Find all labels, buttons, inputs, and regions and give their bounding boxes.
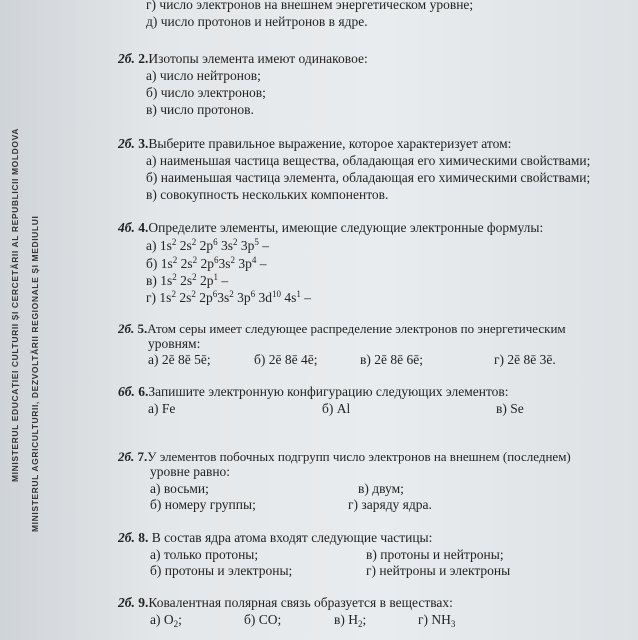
q5-number: 5. xyxy=(137,321,148,336)
q8-number: 8. xyxy=(138,530,149,545)
q8-points: 2б. xyxy=(118,530,135,545)
q4-option-b: б) $1s^2$ $2s^2$ $2p^63s^2$ $3p^4$ – xyxy=(146,255,267,271)
q5-option-a: а) 2ē 8ē 5ē; xyxy=(148,352,211,367)
q6-question xyxy=(118,384,509,400)
q9-option-a: а) $O_2$; xyxy=(150,612,182,629)
ministry-stamp-2: MINISTERUL AGRICULTURII, DEZVOLTĂRII REGIONALE ȘI MEDIULUI xyxy=(30,215,40,532)
q8-text: В состав ядра атома входят следующие частицы: xyxy=(148,530,433,545)
q7-text: У элементов побочных подгрупп число электронов на внешнем (последнем) xyxy=(147,449,571,464)
q9-option-b: б) CO; xyxy=(244,612,282,627)
q7-option-g: г) заряду ядра. xyxy=(348,497,432,512)
q3-text: Выберите правильное выражение, которое характеризует атом: xyxy=(148,136,512,151)
q5-option-b: б) 2ē 8ē 4ē; xyxy=(254,352,318,367)
q8-option-g: г) нейтроны и электроны xyxy=(366,563,511,578)
q4-points: 4б. xyxy=(118,220,135,235)
q2-points: 2б. xyxy=(118,51,135,66)
q7-points: 2б. xyxy=(118,449,135,464)
q6-points: 6б. xyxy=(118,384,135,399)
q4-text: Определите элементы, имеющие следующие электронные формулы: xyxy=(148,220,544,235)
q6-option-b: б) Al xyxy=(322,401,351,416)
q9-question xyxy=(118,595,453,611)
q8-option-b: б) протоны и электроны; xyxy=(150,563,293,578)
q3-points: 2б. xyxy=(118,136,135,151)
q9-number: 9. xyxy=(138,595,149,610)
q5-text-2: уровням: xyxy=(148,336,201,351)
q6-text: Запишите электронную конфигурацию следующих элементов: xyxy=(148,384,509,399)
q6-option-v: в) Se xyxy=(496,401,524,416)
q2-text: Изотопы элемента имеют одинаковое: xyxy=(148,51,368,66)
q7-question xyxy=(118,449,571,465)
q5-text: Атом серы имеет следующее распределение электронов по энергетическим xyxy=(147,321,566,336)
q7-option-b: б) номеру группы; xyxy=(150,497,256,512)
q9-points: 2б. xyxy=(118,595,135,610)
q5-option-v: в) 2ē 8ē 6ē; xyxy=(360,352,423,367)
q7-number: 7. xyxy=(137,449,148,464)
q9-option-g: г) $NH_3$ xyxy=(418,612,456,629)
q2-option-v: в) число протонов. xyxy=(146,102,254,117)
q7-text-2: уровне равно: xyxy=(150,464,231,479)
q8-option-a: а) только протоны; xyxy=(150,547,259,562)
q4-option-a: а) $1s^2$ $2s^2$ $2p^6$ $3s^2$ $3p^5$ – xyxy=(146,237,270,253)
q1-option-d: д) число протонов и нейтронов в ядре. xyxy=(146,14,368,29)
q5-option-g: г) 2ē 8ē 3ē. xyxy=(494,352,556,367)
q2-option-a: а) число нейтронов; xyxy=(146,68,261,83)
ministry-stamp-1: MINISTERUL EDUCAȚIEI CULTURII ȘI CERCETĂRII AL REPUBLICII MOLDOVA xyxy=(10,128,20,482)
q9-text: Ковалентная полярная связь образуется в веществах: xyxy=(148,595,453,610)
q4-question xyxy=(118,220,543,236)
q7-option-v: в) двум; xyxy=(358,481,404,496)
q2-question xyxy=(118,51,368,67)
q3-option-a: а) наименьшая частица вещества, обладающая его химическими свойствами; xyxy=(146,153,591,168)
q3-option-v: в) совокупность нескольких компонентов. xyxy=(146,187,389,202)
q5-question xyxy=(118,321,566,337)
q7-option-a: а) восьми; xyxy=(150,481,209,496)
q2-option-b: б) число электронов; xyxy=(146,85,266,100)
q1-option-g: г) число электронов на внешнем энергетическом уровне; xyxy=(146,0,474,12)
q9-option-v: в) $H_2$; xyxy=(334,612,367,629)
q6-number: 6. xyxy=(138,384,149,399)
q3-number: 3. xyxy=(138,136,149,151)
q4-option-g: г) $1s^2$ $2s^2$ $2p^63s^2$ $3p^6$ $3d^{10}$ $4s^1$ – xyxy=(146,289,311,305)
q4-number: 4. xyxy=(138,220,149,235)
q8-question xyxy=(118,530,432,546)
q8-option-v: в) протоны и нейтроны; xyxy=(366,547,504,562)
q2-number: 2. xyxy=(138,51,149,66)
q3-option-b: б) наименьшая частица элемента, обладающая его химическими свойствами; xyxy=(146,170,591,185)
q6-option-a: а) Fe xyxy=(148,401,176,416)
q4-option-v: в) $1s^2$ $2s^2$ $2p^1$ – xyxy=(146,272,229,288)
q5-points: 2б. xyxy=(118,321,135,336)
q3-question xyxy=(118,136,511,152)
